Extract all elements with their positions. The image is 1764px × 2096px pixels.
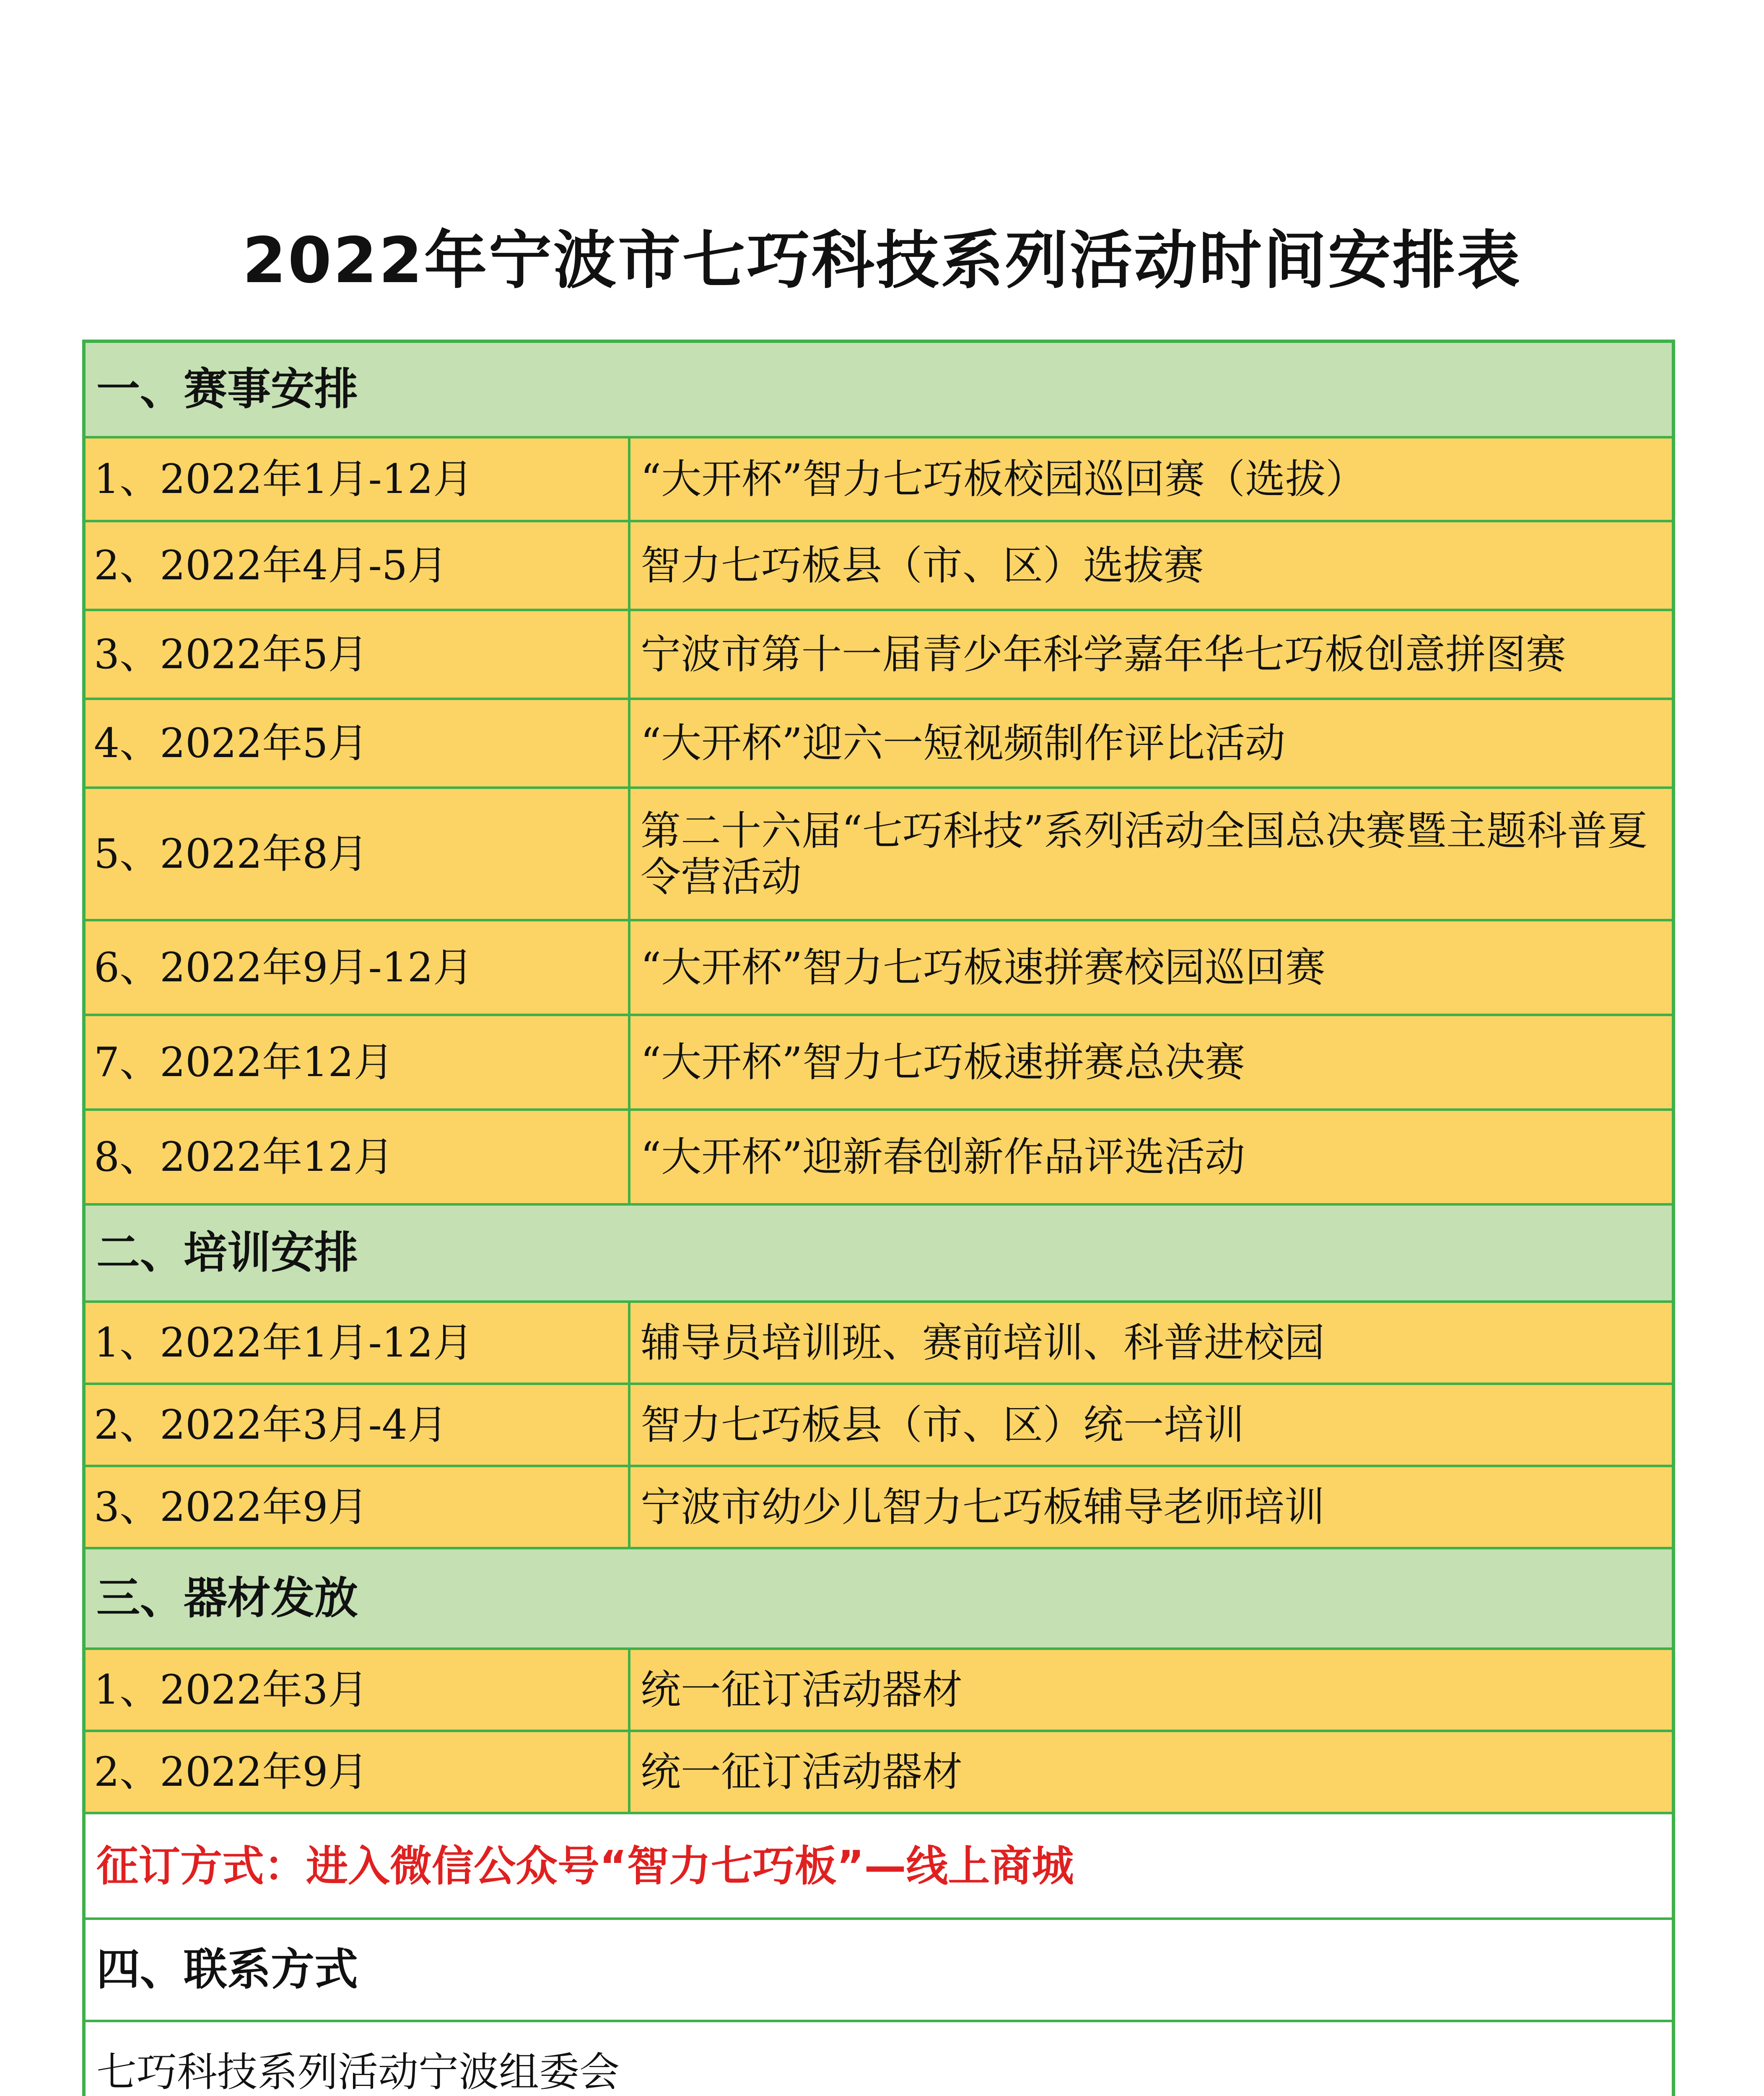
contact-org: 七巧科技系列活动宁波组委会 [96, 2048, 620, 2096]
table-row [86, 1303, 1672, 1385]
table-row [86, 1385, 1672, 1467]
section-title: 四、联系方式 [96, 1944, 358, 1995]
date-cell: 5、2022年8月 [86, 789, 630, 919]
table-row [86, 611, 1672, 700]
activity-cell: “大开杯”迎新春创新作品评选活动 [641, 1133, 1245, 1180]
table-row [86, 1111, 1672, 1206]
table-row [86, 1732, 1672, 1814]
section-header-contact [86, 1920, 1672, 2022]
date-cell: 3、2022年5月 [86, 611, 630, 698]
date-cell: 2、2022年4月-5月 [86, 522, 630, 609]
activity-cell: “大开杯”智力七巧板速拼赛校园巡回赛 [641, 944, 1326, 991]
section-header-training [86, 1206, 1672, 1303]
date-cell: 3、2022年9月 [86, 1467, 630, 1547]
table-row [86, 921, 1672, 1016]
activity-cell: “大开杯”智力七巧板校园巡回赛（选拔） [641, 455, 1366, 503]
date-cell: 1、2022年1月-12月 [86, 438, 630, 520]
contact-row [86, 2022, 1672, 2096]
section-title: 一、赛事安排 [96, 363, 358, 415]
table-row [86, 1650, 1672, 1732]
section-header-events [86, 343, 1672, 438]
activity-cell: 宁波市第十一届青少年科学嘉年华七巧板创意拼图赛 [641, 630, 1566, 678]
date-cell: 1、2022年1月-12月 [86, 1303, 630, 1383]
activity-cell: 第二十六届“七巧科技”系列活动全国总决赛暨主题科普夏令营活动 [641, 807, 1648, 900]
page-title: 2022年宁波市七巧科技系列活动时间安排表 [242, 224, 1522, 297]
order-method-text: 征订方式：进入微信公众号“智力七巧板”—线上商城 [96, 1841, 1074, 1891]
activity-cell: 宁波市幼少儿智力七巧板辅导老师培训 [641, 1483, 1325, 1530]
activity-cell: 辅导员培训班、赛前培训、科普进校园 [641, 1319, 1325, 1366]
date-cell: 2、2022年9月 [86, 1732, 630, 1812]
activity-cell: “大开杯”迎六一短视频制作评比活动 [641, 719, 1286, 767]
date-cell: 7、2022年12月 [86, 1016, 630, 1108]
section-title: 三、器材发放 [96, 1572, 358, 1624]
activity-cell: “大开杯”智力七巧板速拼赛总决赛 [641, 1038, 1245, 1086]
table-row [86, 522, 1672, 611]
schedule-table [82, 340, 1675, 2096]
date-cell: 2、2022年3月-4月 [86, 1385, 630, 1465]
table-row [86, 1467, 1672, 1549]
activity-cell: 智力七巧板县（市、区）选拔赛 [641, 542, 1204, 589]
table-row [86, 438, 1672, 522]
activity-cell: 智力七巧板县（市、区）统一培训 [641, 1401, 1244, 1448]
order-method-row [86, 1814, 1672, 1920]
section-title: 二、培训安排 [96, 1227, 358, 1279]
date-cell: 6、2022年9月-12月 [86, 921, 630, 1014]
section-header-equipment [86, 1549, 1672, 1650]
table-row [86, 700, 1672, 789]
activity-cell: 统一征订活动器材 [641, 1666, 962, 1713]
date-cell: 4、2022年5月 [86, 700, 630, 786]
table-row [86, 789, 1672, 921]
date-cell: 8、2022年12月 [86, 1111, 630, 1203]
activity-cell: 统一征订活动器材 [641, 1748, 962, 1795]
date-cell: 1、2022年3月 [86, 1650, 630, 1730]
table-row [86, 1016, 1672, 1111]
